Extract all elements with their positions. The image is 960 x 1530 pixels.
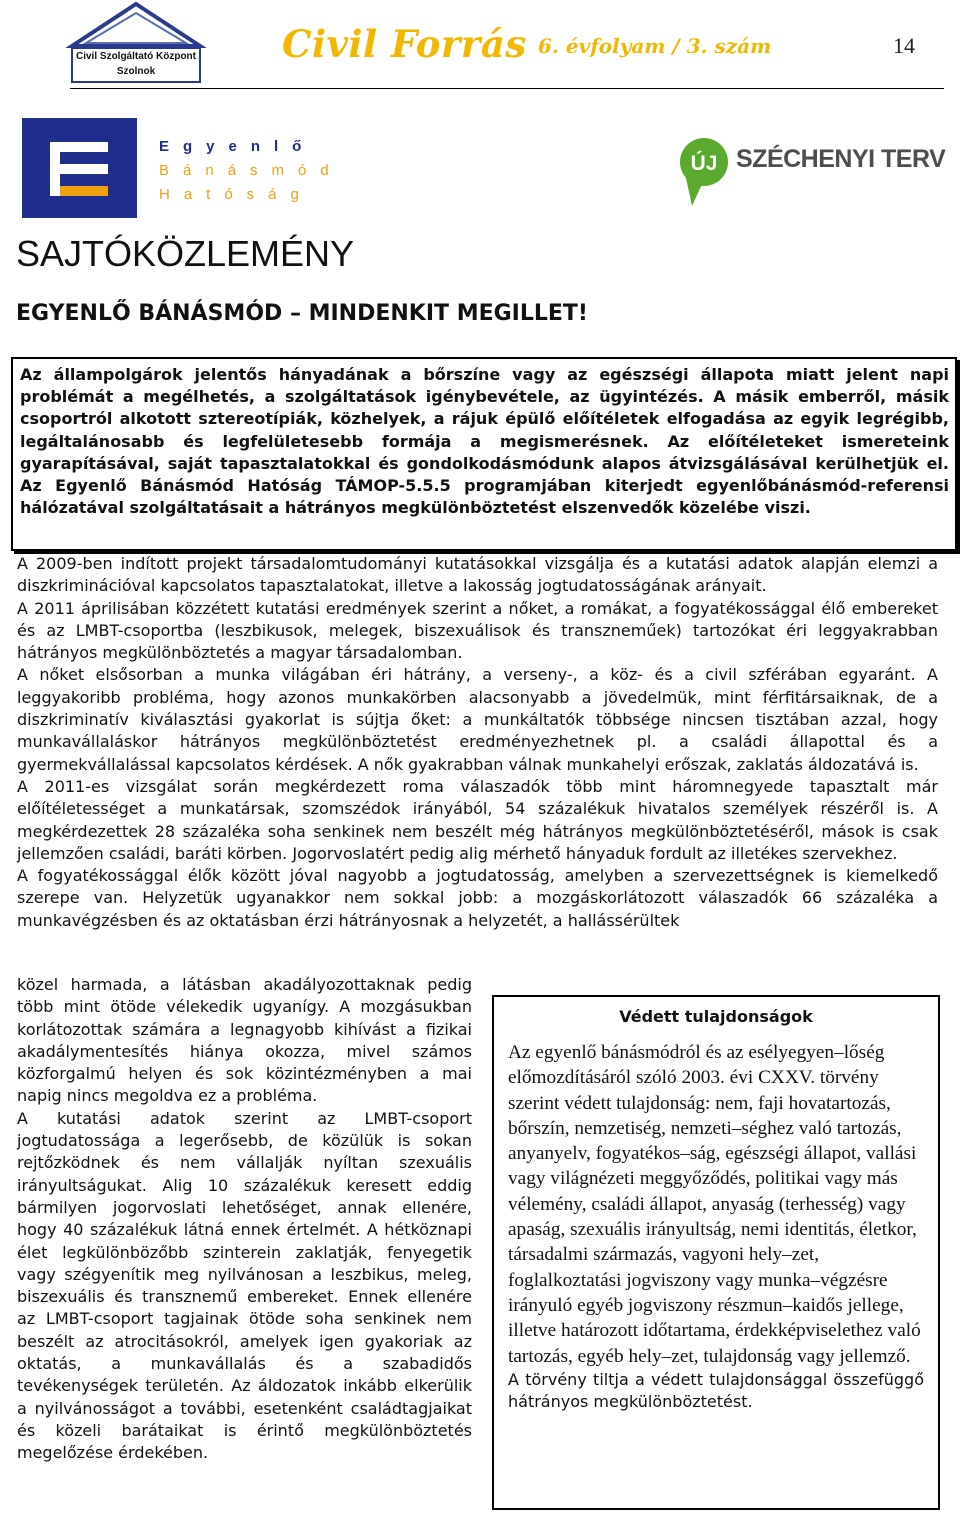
body-paragraph-1: A 2009-ben indított projekt társadalomtudományi kutatásokkal vizsgálja és a kutatási adatok alapján elemzi a diszkriminációval kapcsolatos tapasztalatokat, illetve a lakosság jogtudatosságának arányait. [17,554,938,596]
ebh-emblem-icon [22,118,137,218]
ebh-word-2: Bánásmód [159,162,343,179]
szechenyi-text: SZÉCHENYI TERV [736,145,946,173]
ebh-word-3: Hatóság [159,186,313,203]
body-paragraph-4: A 2011-es vizsgálat során megkérdezett roma válaszadók több mint háromnegyede tapasztalt már előítéletességet a munkatársak, szomszédok irányából, 54 százalékuk hivatalos személyek részéről is. A megkérdezettek 28 százaléka soha senkinek nem beszélt még hátrányos megkülönböztetéséről, mások is csak jellemzően családi, baráti körben. Jogorvoslatért pedig alig mérhető hányaduk fordult az illetékes szervekhez. [17,776,938,863]
sidebox-title: Védett tulajdonságok [619,1007,813,1026]
lead-paragraph: Az állampolgárok jelentős hányadának a bőrszíne vagy az egészségi állapota miatt jelent napi problémát a megélhetés, a szolgáltatások igénybevétele, az ügyintézés. A másik emberről, másik csoportról alkotott sztereotípiák, közhelyek, a rájuk épülő előítéletek elfogadása az egyik legrégibb, legáltalánosabb és legfelületesebb formája a megismerésnek. Az előítéleteket ismereteink gyarapításával, saját tapasztalatokkal és gondolkodásmódunk alapos átvizsgálásával kerülhetjük el. Az Egyenlő Bánásmód Hatóság TÁMOP-5.5.5 programjában kiterjedt egyenlőbánásmód-referensi hálózatával szolgáltatásait a hátrányos megkülönböztetést elszenvedők közelébe viszi. [20,365,949,518]
protected-characteristics-box [492,995,940,1510]
press-release-title: SAJTÓKÖZLEMÉNY [16,233,355,274]
body-paragraph-6: A kutatási adatok szerint az LMBT-csoport jogtudatossága a legerősebb, de közülük is sokan rejtőzködnek és nem vállalják nyíltan szexuális irányultságukat. Alig 10 százalékuk keresett eddig bármilyen jogorvoslati lehetőséget, annak ellenére, hogy 40 százalékuk látná ennek értelmét. A hétköznapi élet legkülönbözőbb szinterein zaklatják, fenyegetik vagy szégyenítik meg nyilvánosan a leszbikus, meleg, biszexuális és transznemű embereket. Ennek ellenére az LMBT-csoport tagjainak ötöde soha senkinek nem beszélt az atrocitásokról, amelyek igen gyakoriak az oktatás, a munkavállalás és a szabadidős tevékenységek területén. Az áldozatok inkább elkerülik a nyilvánosságot a további, esetenként családtagjaikat és közeli barátaikat is érintő megkülönböztetés megelőzése érdekében. [17,1108,472,1463]
body-full-width [17,553,938,932]
body-left-column [17,974,472,1465]
logo-line-2: Szolnok [116,66,156,77]
body-paragraph-3: A nőket elsősorban a munka világában éri hátrány, a verseny-, a köz- és a civil szférában egyaránt. A leggyakoribb probléma, hogy azonos munkakörben alacsonyabb a jövedelmük, mint férfitársaiknak, de a diszkriminatív kiválasztási gyakorlat is sújtja őket: a munkáltatók többsége nincsen tisztában azzal, hogy munkavállaláskor hátrányos megkülönböztetést eredményezhetnek pl. a családi állapottal és a gyermekvállalással kapcsolatos kérdések. A nők gyakrabban válnak munkahelyi erőszak, zaklatás áldozatává is. [17,665,938,774]
sidebox-footer: A törvény tiltja a védett tulajdonsággal összefüggő hátrányos megkülönböztetést. [508,1369,924,1411]
page-number: 14 [893,33,915,58]
issue-label: 6. évfolyam / 3. szám [538,34,772,58]
civil-center-logo [66,0,206,86]
press-release-headline: EGYENLŐ BÁNÁSMÓD – MINDENKIT MEGILLET! [16,301,588,326]
body-paragraph-5-continued: közel harmada, a látásban akadályozottaknak pedig több mint ötöde vélekedik ugyanígy. A mozgásukban korlátozottak számára a legnagyobb kihívást a fizikai akadálymentesítés hiánya okozza, mivel számos közforgalmú helyen és sok közintézményben a mai napig nincs megoldva ez a probléma. [17,975,472,1106]
ebh-word-1: Egyenlő [159,138,316,155]
body-paragraph-5: A fogyatékossággal élők között jóval nagyobb a jogtudatosság, amelyben a szervezettségnek is kiemelkedő szerepe van. Helyzetük ugyanakkor nem sokkal jobb: a mozgáskorlátozott válaszadók 66 százaléka a munkavégzésben és az oktatásban érzi hátrányosnak a helyzetét, a hallássérültek [17,866,938,930]
publication-title: Civil Forrás [282,22,527,66]
header-divider [70,88,944,89]
sidebox-body: Az egyenlő bánásmódról és az esélyegyen–lőség előmozdításáról szóló 2003. évi CXXV. törvény szerint védett tulajdonság: nem, faji hovatartozás, bőrszín, nemzetiség, nemzeti–séghez való tartozás, anyanyelv, fogyatékos–ság, egészségi állapot, vallási vagy világnézeti meggyőződés, politikai vagy más vélemény, családi állapot, anyaság (terhesség) vagy apaság, szexuális irányultság, nemi identitás, életkor, társadalmi származás, vagyoni hely–zet, foglalkoztatási jogviszony vagy munka–végzésre irányuló egyéb jogviszony részmun–kaidős jellege, illetve határozott időtartama, érdekképviselethez való tartozás, egyéb hely–zet, tulajdonság vagy jellemző. [508,1042,921,1367]
szechenyi-terv-logo [676,134,946,214]
logo-line-1: Civil Szolgáltató Központ [76,51,196,62]
szechenyi-badge-icon [676,134,736,214]
lead-box [11,357,957,551]
szechenyi-badge-text: ÚJ [690,152,718,175]
body-paragraph-2: A 2011 áprilisában közzétett kutatási eredmények szerint a nőket, a romákat, a fogyatékossággal élő embereket és az LMBT-csoportba (leszbikusok, melegek, biszexuálisok és transzneműek) tartozókat éri leggyakrabban hátrányos megkülönböztetés a magyar társadalomban. [17,598,938,663]
